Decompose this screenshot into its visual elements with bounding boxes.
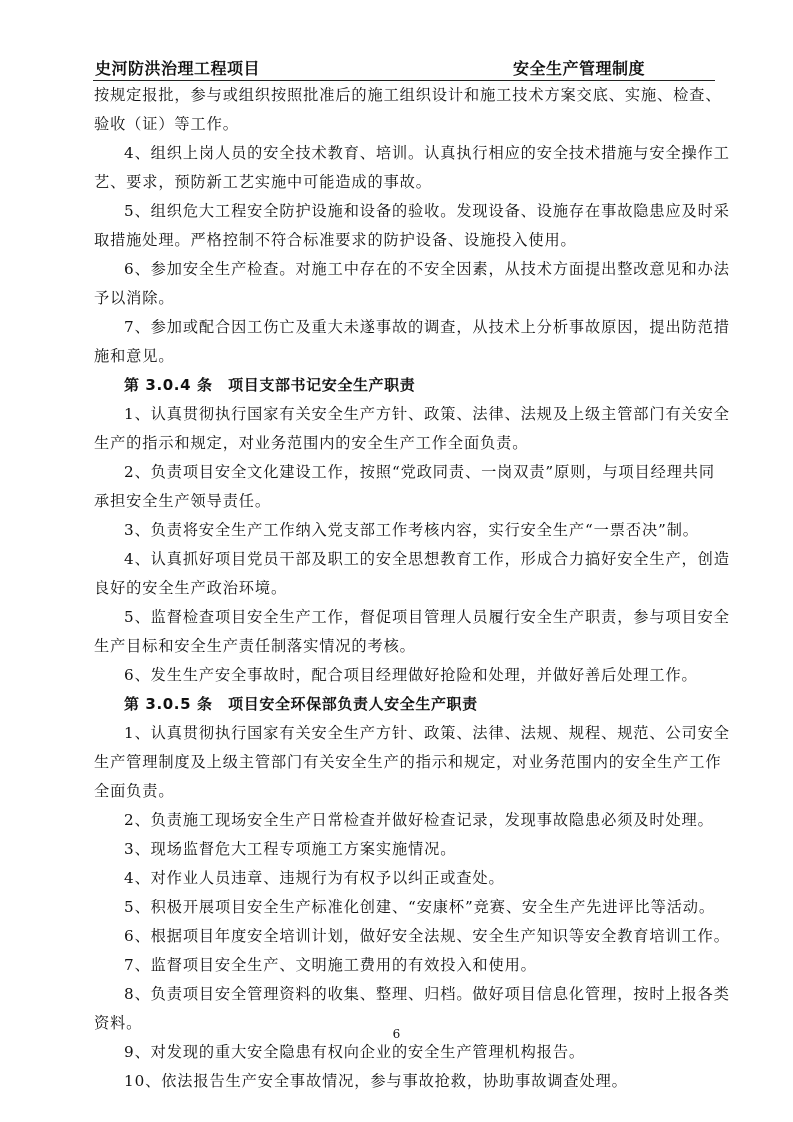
- paragraph-line: 生产目标和安全生产责任制落实情况的考核。: [94, 637, 416, 655]
- paragraph-line: 取措施处理。严格控制不符合标准要求的防护设备、设施投入使用。: [94, 231, 577, 249]
- paragraph-line: 艺、要求，预防新工艺实施中可能造成的事故。: [94, 173, 432, 191]
- section-heading: 第 3.0.5 条 项目安全环保部负责人安全生产职责: [124, 695, 478, 713]
- paragraph-line: 验收（证）等工作。: [94, 115, 239, 133]
- paragraph-line: 4、组织上岗人员的安全技术教育、培训。认真执行相应的安全技术措施与安全操作工: [124, 144, 730, 162]
- paragraph-line: 2、负责项目安全文化建设工作，按照“党政同责、一岗双责”原则，与项目经理共同: [124, 463, 715, 481]
- paragraph-line: 1、认真贯彻执行国家有关安全生产方针、政策、法律、法规、规程、规范、公司安全: [124, 724, 730, 742]
- header-project-title: 史河防洪治理工程项目: [95, 59, 261, 78]
- section-heading: 第 3.0.4 条 项目支部书记安全生产职责: [124, 376, 416, 394]
- paragraph-line: 3、负责将安全生产工作纳入党支部工作考核内容，实行安全生产“一票否决”制。: [124, 521, 699, 539]
- paragraph-line: 3、现场监督危大工程专项施工方案实施情况。: [124, 840, 457, 858]
- paragraph-line: 1、认真贯彻执行国家有关安全生产方针、政策、法律、法规及上级主管部门有关安全: [124, 405, 730, 423]
- paragraph-line: 7、监督项目安全生产、文明施工费用的有效投入和使用。: [124, 956, 537, 974]
- paragraph-line: 承担安全生产领导责任。: [94, 492, 271, 510]
- page-number: 6: [392, 1027, 401, 1041]
- paragraph-line: 予以消除。: [94, 289, 175, 307]
- paragraph-line: 6、根据项目年度安全培训计划，做好安全法规、安全生产知识等安全教育培训工作。: [124, 927, 730, 945]
- paragraph-line: 5、积极开展项目安全生产标准化创建、“安康杯”竞赛、安全生产先进评比等活动。: [124, 898, 715, 916]
- paragraph-line: 7、参加或配合因工伤亡及重大未遂事故的调查，从技术上分析事故原因，提出防范措: [124, 318, 730, 336]
- paragraph-line: 5、监督检查项目安全生产工作，督促项目管理人员履行安全生产职责，参与项目安全: [124, 608, 730, 626]
- paragraph-line: 6、参加安全生产检查。对施工中存在的不安全因素，从技术方面提出整改意见和办法: [124, 260, 730, 278]
- paragraph-line: 资料。: [94, 1014, 143, 1032]
- paragraph-line: 9、对发现的重大安全隐患有权向企业的安全生产管理机构报告。: [124, 1043, 586, 1061]
- paragraph-line: 生产管理制度及上级主管部门有关安全生产的指示和规定，对业务范围内的安全生产工作: [94, 753, 722, 771]
- paragraph-line: 4、认真抓好项目党员干部及职工的安全思想教育工作，形成合力搞好安全生产，创造: [124, 550, 730, 568]
- paragraph-line: 施和意见。: [94, 347, 175, 365]
- paragraph-line: 6、发生生产安全事故时，配合项目经理做好抢险和处理，并做好善后处理工作。: [124, 666, 698, 684]
- paragraph-line: 8、负责项目安全管理资料的收集、整理、归档。做好项目信息化管理，按时上报各类: [124, 985, 730, 1003]
- paragraph-line: 良好的安全生产政治环境。: [94, 579, 288, 597]
- paragraph-line: 2、负责施工现场安全生产日常检查并做好检查记录，发现事故隐患必须及时处理。: [124, 811, 714, 829]
- header-document-title: 安全生产管理制度: [512, 59, 645, 78]
- paragraph-line: 5、组织危大工程安全防护设施和设备的验收。发现设备、设施存在事故隐患应及时采: [124, 202, 730, 220]
- paragraph-line: 10、依法报告生产安全事故情况，参与事故抢救，协助事故调查处理。: [124, 1072, 628, 1090]
- paragraph-line: 按规定报批，参与或组织按照批准后的施工组织设计和施工技术方案交底、实施、检查、: [94, 86, 722, 104]
- paragraph-line: 生产的指示和规定，对业务范围内的安全生产工作全面负责。: [94, 434, 529, 452]
- page-header: [93, 54, 715, 81]
- paragraph-line: 全面负责。: [94, 782, 175, 800]
- paragraph-line: 4、对作业人员违章、违规行为有权予以纠正或查处。: [124, 869, 505, 887]
